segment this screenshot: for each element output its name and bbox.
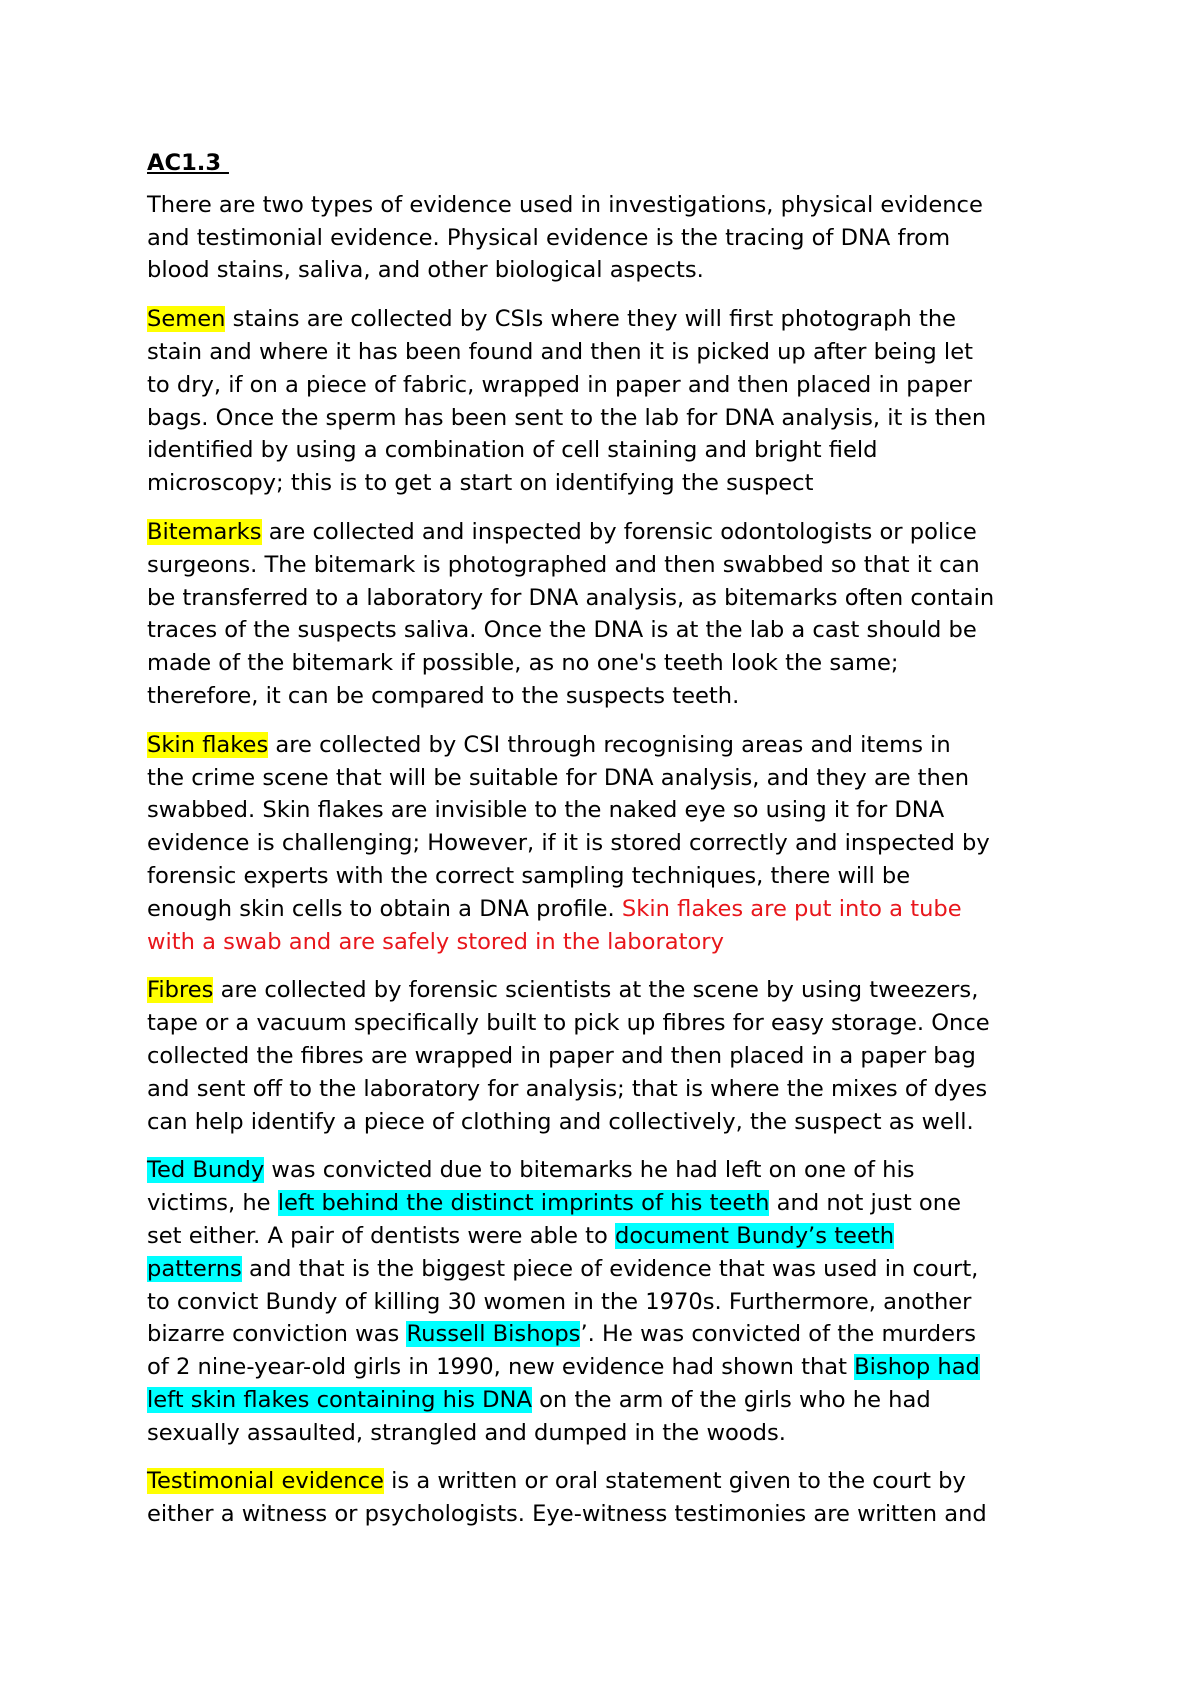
text-run: is a written or oral statement given to the court by bbox=[383, 1468, 966, 1495]
red-text-run: with a swab and are safely stored in the laboratory bbox=[147, 928, 724, 955]
text-run: and sent off to the laboratory for analysis; that is where the mixes of dyes bbox=[147, 1075, 988, 1102]
text-line bbox=[147, 434, 1070, 467]
skin-flakes-paragraph bbox=[147, 729, 1070, 959]
text-line bbox=[147, 1187, 1070, 1220]
text-run: and that is the biggest piece of evidence that was used in court, bbox=[241, 1255, 979, 1282]
document-heading: AC1.3 bbox=[147, 150, 229, 176]
text-line bbox=[147, 794, 1070, 827]
text-run: microscopy; this is to get a start on identifying the suspect bbox=[147, 470, 814, 497]
text-run: forensic experts with the correct sampling techniques, there will be bbox=[147, 862, 911, 889]
highlighted-text-run: left skin flakes containing his DNA bbox=[147, 1386, 532, 1413]
text-run: traces of the suspects saliva. Once the DNA is at the lab a cast should be bbox=[147, 617, 977, 644]
highlighted-text-run: Bishop had bbox=[854, 1354, 980, 1381]
text-run: are collected and inspected by forensic odontologists or police bbox=[261, 518, 977, 545]
text-line bbox=[147, 402, 1070, 435]
text-line bbox=[147, 1498, 1070, 1531]
text-run: the crime scene that will be suitable for DNA analysis, and they are then bbox=[147, 764, 970, 791]
text-run: bags. Once the sperm has been sent to the lab for DNA analysis, it is then bbox=[147, 404, 987, 431]
text-line bbox=[147, 893, 1070, 926]
text-run: stains are collected by CSIs where they will first photograph the bbox=[225, 306, 957, 333]
text-run: and not just one bbox=[769, 1190, 961, 1217]
text-line bbox=[147, 369, 1070, 402]
text-run: set either. A pair of dentists were able to bbox=[147, 1222, 616, 1249]
text-line bbox=[147, 1154, 1070, 1187]
semen-paragraph bbox=[147, 303, 1070, 500]
text-line bbox=[147, 647, 1070, 680]
text-line bbox=[147, 467, 1070, 500]
text-run: surgeons. The bitemark is photographed and then swabbed so that it can bbox=[147, 551, 980, 578]
text-line bbox=[147, 1286, 1070, 1319]
text-run: swabbed. Skin flakes are invisible to the naked eye so using it for DNA bbox=[147, 797, 945, 824]
fibres-paragraph bbox=[147, 974, 1070, 1138]
text-run: sexually assaulted, strangled and dumped in the woods. bbox=[147, 1419, 786, 1446]
text-run: was convicted due to bitemarks he had left on one of his bbox=[264, 1157, 915, 1184]
text-run: can help identify a piece of clothing and collectively, the suspect as well. bbox=[147, 1108, 974, 1135]
text-run: tape or a vacuum specifically built to pick up fibres for easy storage. Once bbox=[147, 1010, 990, 1037]
highlighted-text-run: Semen bbox=[147, 306, 226, 333]
text-line bbox=[147, 926, 1070, 959]
text-run: are collected by CSI through recognising areas and items in bbox=[268, 731, 951, 758]
text-line bbox=[147, 1318, 1070, 1351]
text-line bbox=[147, 254, 1070, 287]
highlighted-text-run: Bitemarks bbox=[147, 518, 262, 545]
highlighted-text-run: Testimonial evidence bbox=[147, 1468, 384, 1495]
text-run: either a witness or psychologists. Eye-witness testimonies are written and bbox=[147, 1501, 987, 1528]
highlighted-text-run: left behind the distinct imprints of his teeth bbox=[277, 1190, 770, 1217]
text-line bbox=[147, 729, 1070, 762]
text-line bbox=[147, 336, 1070, 369]
text-line bbox=[147, 974, 1070, 1007]
text-line bbox=[147, 1351, 1070, 1384]
text-line bbox=[147, 189, 1070, 222]
text-line bbox=[147, 827, 1070, 860]
text-line bbox=[147, 1040, 1070, 1073]
text-line bbox=[147, 1253, 1070, 1286]
text-line bbox=[147, 680, 1070, 713]
case-studies-paragraph bbox=[147, 1154, 1070, 1449]
text-run: There are two types of evidence used in investigations, physical evidence bbox=[147, 191, 983, 218]
text-run: enough skin cells to obtain a DNA profile. bbox=[147, 895, 622, 922]
text-run: ’. He was convicted of the murders bbox=[580, 1321, 977, 1348]
text-line bbox=[147, 582, 1070, 615]
text-line bbox=[147, 549, 1070, 582]
bitemarks-paragraph bbox=[147, 516, 1070, 713]
highlighted-text-run: Fibres bbox=[147, 977, 214, 1004]
text-line bbox=[147, 222, 1070, 255]
text-line bbox=[147, 1007, 1070, 1040]
text-run: therefore, it can be compared to the suspects teeth. bbox=[147, 682, 740, 709]
text-line bbox=[147, 1106, 1070, 1139]
text-line bbox=[147, 1417, 1070, 1450]
document-body bbox=[147, 189, 1070, 1531]
text-line bbox=[147, 762, 1070, 795]
text-run: collected the fibres are wrapped in paper and then placed in a paper bag bbox=[147, 1042, 976, 1069]
text-run: to dry, if on a piece of fabric, wrapped in paper and then placed in paper bbox=[147, 371, 972, 398]
red-text-run: Skin flakes are put into a tube bbox=[621, 895, 962, 922]
text-run: bizarre conviction was bbox=[147, 1321, 407, 1348]
text-run: and testimonial evidence. Physical evidence is the tracing of DNA from bbox=[147, 224, 951, 251]
intro-paragraph bbox=[147, 189, 1070, 287]
highlighted-text-run: Russell Bishops bbox=[406, 1321, 581, 1348]
text-line bbox=[147, 1073, 1070, 1106]
text-line bbox=[147, 1220, 1070, 1253]
text-run: identified by using a combination of cell staining and bright field bbox=[147, 437, 878, 464]
highlighted-text-run: patterns bbox=[147, 1255, 242, 1282]
text-run: blood stains, saliva, and other biological aspects. bbox=[147, 257, 704, 284]
text-run: stain and where it has been found and then it is picked up after being let bbox=[147, 338, 973, 365]
text-line bbox=[147, 860, 1070, 893]
text-run: made of the bitemark if possible, as no one's teeth look the same; bbox=[147, 650, 899, 677]
text-run: victims, he bbox=[147, 1190, 278, 1217]
text-line bbox=[147, 1465, 1070, 1498]
testimonial-paragraph bbox=[147, 1465, 1070, 1531]
highlighted-text-run: document Bundy’s teeth bbox=[615, 1222, 895, 1249]
highlighted-text-run: Skin flakes bbox=[147, 731, 269, 758]
text-line bbox=[147, 1384, 1070, 1417]
text-line bbox=[147, 303, 1070, 336]
highlighted-text-run: Ted Bundy bbox=[147, 1157, 265, 1184]
text-run: to convict Bundy of killing 30 women in the 1970s. Furthermore, another bbox=[147, 1288, 972, 1315]
text-run: be transferred to a laboratory for DNA analysis, as bitemarks often contain bbox=[147, 584, 995, 611]
text-run: on the arm of the girls who he had bbox=[531, 1386, 931, 1413]
text-run: of 2 nine-year-old girls in 1990, new evidence had shown that bbox=[147, 1354, 855, 1381]
text-line bbox=[147, 614, 1070, 647]
text-run: evidence is challenging; However, if it is stored correctly and inspected by bbox=[147, 830, 990, 857]
text-line bbox=[147, 516, 1070, 549]
text-run: are collected by forensic scientists at the scene by using tweezers, bbox=[213, 977, 979, 1004]
